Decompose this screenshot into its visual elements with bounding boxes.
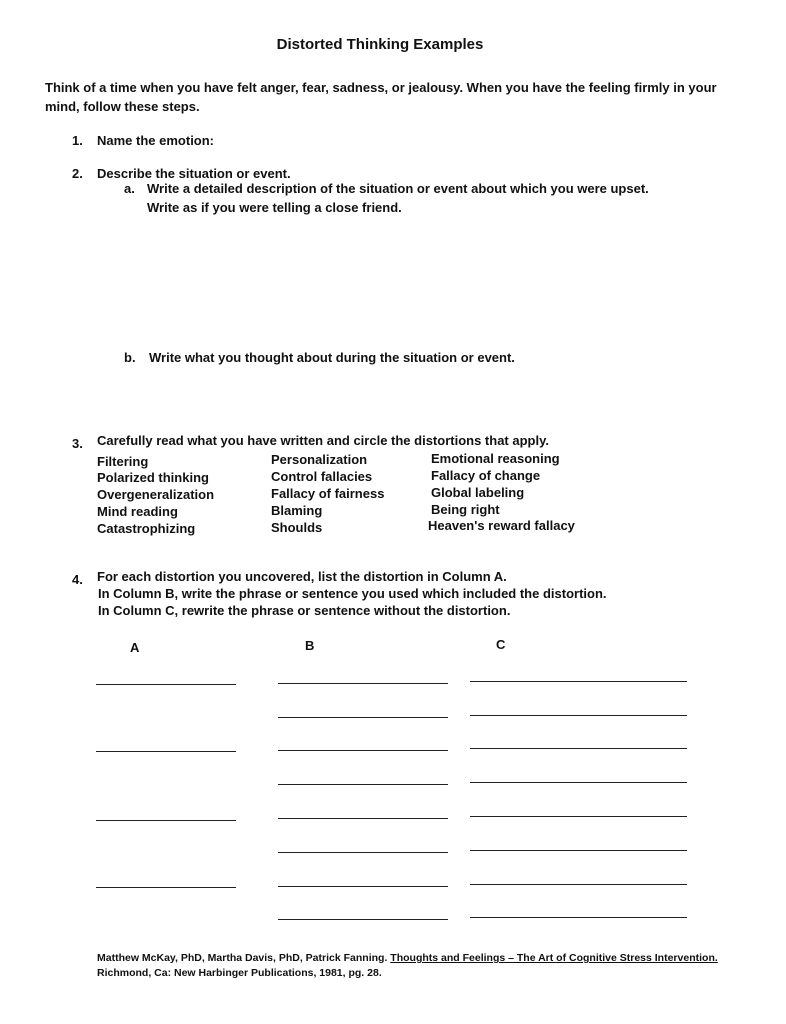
distortion-item: Heaven's reward fallacy [428, 518, 575, 533]
column-b-answer-line[interactable] [278, 717, 448, 718]
step-3-text: Carefully read what you have written and circle the distortions that apply. [97, 433, 549, 448]
column-b-answer-line[interactable] [278, 818, 448, 819]
step-2a-line2: Write as if you were telling a close friend. [147, 200, 402, 215]
column-a-answer-line[interactable] [96, 751, 236, 752]
column-c-answer-line[interactable] [470, 715, 687, 716]
step-1-number: 1. [72, 133, 83, 148]
column-b-answer-line[interactable] [278, 784, 448, 785]
distortion-item: Catastrophizing [97, 521, 196, 536]
column-b-answer-line[interactable] [278, 886, 448, 887]
intro-paragraph: Think of a time when you have felt anger, fear, sadness, or jealousy. When you have the feeling firmly in your mind, follow these steps. [45, 80, 717, 114]
distortion-item: Mind reading [97, 504, 178, 519]
column-c-answer-line[interactable] [470, 748, 687, 749]
column-c-answer-line[interactable] [470, 816, 687, 817]
column-b-answer-line[interactable] [278, 750, 448, 751]
column-b-answer-line[interactable] [278, 683, 448, 684]
step-4-line2: In Column B, write the phrase or sentence you used which included the distortion. [98, 586, 607, 601]
distortion-item: Filtering [97, 454, 149, 469]
column-c-answer-line[interactable] [470, 850, 687, 851]
distortion-item: Shoulds [271, 520, 323, 535]
distortion-item: Global labeling [431, 485, 525, 500]
citation-publisher: Richmond, Ca: New Harbinger Publications, 1981, pg. 28. [97, 967, 382, 979]
step-2b-label: b. [124, 350, 136, 365]
page-title: Distorted Thinking Examples [276, 36, 484, 53]
step-3-number: 3. [72, 436, 83, 451]
distortion-item: Being right [431, 502, 500, 517]
column-b-answer-line[interactable] [278, 852, 448, 853]
distortion-item: Fallacy of change [431, 468, 541, 483]
step-2a-line1: Write a detailed description of the situation or event about which you were upset. [147, 181, 649, 196]
step-4-number: 4. [72, 572, 83, 587]
step-2b-text: Write what you thought about during the situation or event. [149, 350, 515, 365]
step-4-line3: In Column C, rewrite the phrase or sentence without the distortion. [98, 603, 511, 618]
step-4-line1: For each distortion you uncovered, list the distortion in Column A. [97, 569, 507, 584]
step-1-text: Name the emotion: [97, 133, 215, 148]
distortion-item: Overgeneralization [97, 487, 215, 502]
column-a-answer-line[interactable] [96, 820, 236, 821]
column-c-answer-line[interactable] [470, 917, 687, 918]
column-c-header: C [496, 637, 506, 652]
step-2-number: 2. [72, 166, 83, 181]
distortion-item: Blaming [271, 503, 323, 518]
distortion-item: Polarized thinking [97, 470, 209, 485]
step-2-text: Describe the situation or event. [97, 166, 291, 181]
distortion-item: Emotional reasoning [431, 451, 560, 466]
citation-authors: Matthew McKay, PhD, Martha Davis, PhD, Patrick Fanning. [97, 952, 388, 964]
distortion-item: Fallacy of fairness [271, 486, 385, 501]
column-c-answer-line[interactable] [470, 884, 687, 885]
column-c-answer-line[interactable] [470, 782, 687, 783]
citation [97, 951, 737, 981]
column-b-answer-line[interactable] [278, 919, 448, 920]
distortion-item: Control fallacies [271, 469, 373, 484]
citation-book-title: Thoughts and Feelings – The Art of Cognitive Stress Intervention. [390, 952, 718, 964]
column-a-answer-line[interactable] [96, 887, 236, 888]
column-a-answer-line[interactable] [96, 684, 236, 685]
distortion-item: Personalization [271, 452, 368, 467]
column-b-header: B [305, 638, 315, 653]
step-2a-label: a. [124, 181, 135, 196]
column-a-header: A [130, 640, 140, 655]
column-c-answer-line[interactable] [470, 681, 687, 682]
